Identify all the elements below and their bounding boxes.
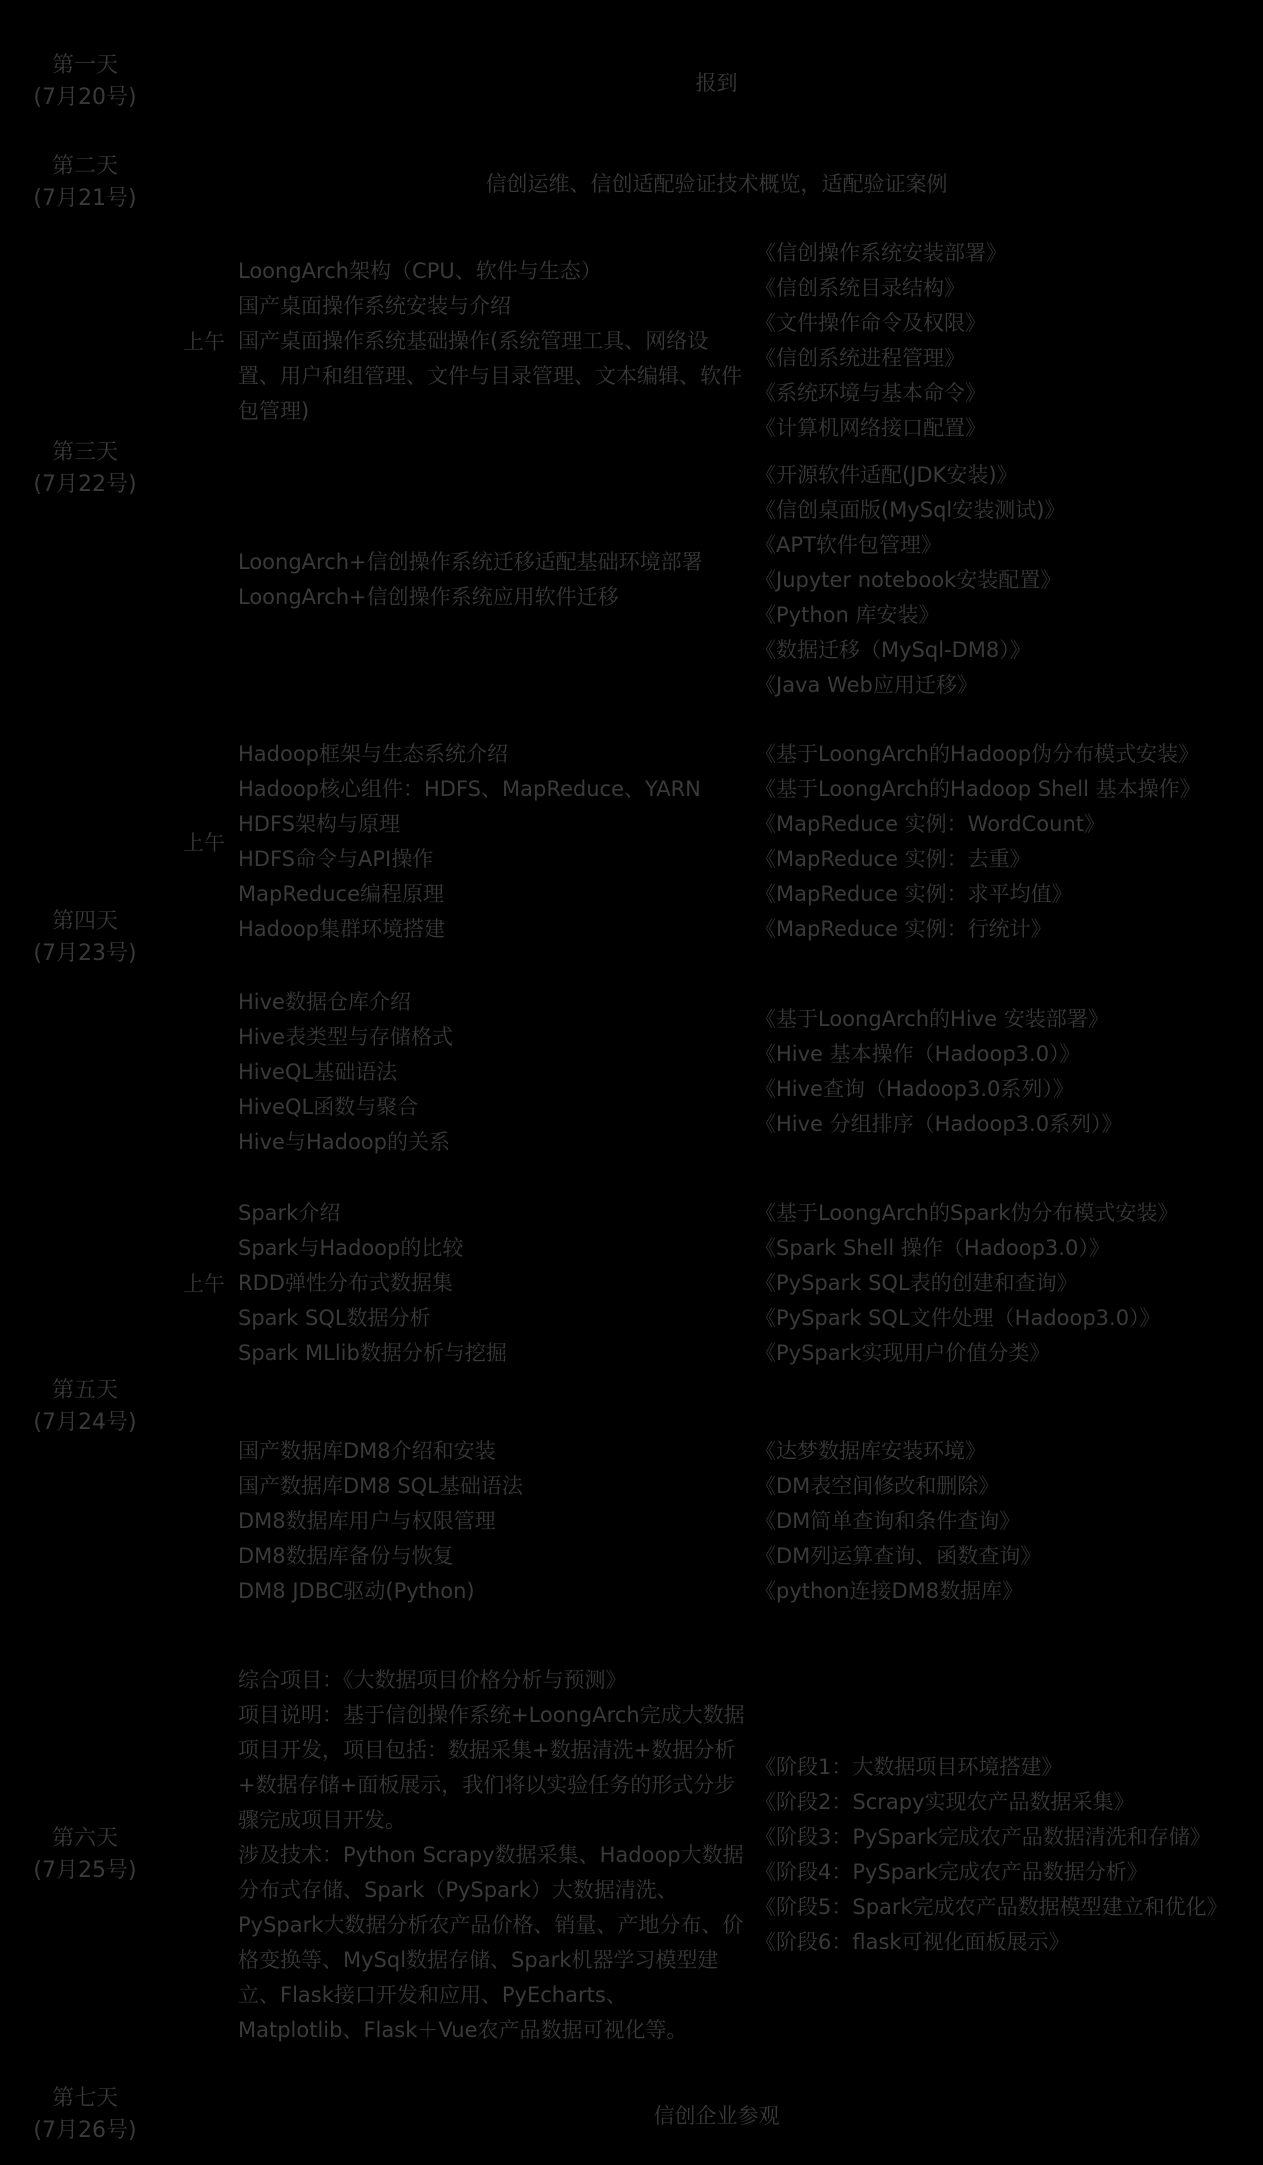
topic-item: MapReduce编程原理 [238,882,444,906]
day-row-5 [0,1168,1263,1645]
topic-item: DM8数据库用户与权限管理 [238,1509,496,1533]
lab-item: 《信创操作系统安装部署》 [755,241,1007,265]
lab-item: 《DM简单查询和条件查询》 [755,1509,1021,1533]
lab-item: 《基于LoongArch的Spark伪分布模式安装》 [755,1200,1179,1225]
time-label [170,452,238,708]
session-row-afternoon [170,976,1263,1168]
topic-item: Spark与Hadoop的比较 [238,1235,464,1260]
lab-item: 《PySpark SQL文件处理（Hadoop3.0）》 [755,1305,1161,1330]
topic-item: LoongArch+信创操作系统应用软件迁移 [238,585,619,609]
lab-item: 《基于LoongArch的Hive 安装部署》 [755,1007,1109,1031]
day-date: (7月24号) [33,1409,137,1435]
topic-item: RDD弹性分布式数据集 [238,1270,453,1295]
lab-item: 《达梦数据库安装环境》 [755,1439,986,1463]
lab-item: 《开源软件适配(JDK安装)》 [755,462,1018,487]
day-label: 第二天 [51,153,118,179]
day-label: 第六天 [51,1826,118,1851]
topic-item: 项目说明：基于信创操作系统+LoongArch完成大数据项目开发，项目包括：数据采集+数据清洗+数据分析+数据存储+面板展示，我们将以实验任务的形式分步骤完成项目开发。 [238,1702,745,1832]
lab-item: 《阶段6：flask可视化面板展示》 [755,1930,1070,1954]
time-label [170,976,238,1168]
topic-item: Spark MLlib数据分析与挖掘 [238,1340,507,1365]
day-sessions [170,1645,1263,2065]
day-row-6 [0,1645,1263,2065]
day-sessions [170,230,1263,708]
topic-item: 国产桌面操作系统安装与介绍 [238,293,511,318]
lab-item: 《阶段2：Scrapy实现农产品数据采集》 [755,1790,1135,1814]
lab-item: 《PySpark实现用户价值分类》 [755,1340,1051,1365]
topic-item: HiveQL基础语法 [238,1059,398,1084]
session-row-afternoon [170,452,1263,708]
day-cell [0,2065,170,2165]
topic-item: 国产数据库DM8介绍和安装 [238,1439,496,1463]
labs-cell [748,1168,1263,1398]
labs-cell [748,452,1263,708]
day-cell [0,1168,170,1645]
lab-item: 《信创系统目录结构》 [755,276,965,300]
lab-item: 《Spark Shell 操作（Hadoop3.0）》 [755,1235,1110,1260]
lab-item: 《阶段3：PySpark完成农产品数据清洗和存储》 [755,1825,1211,1849]
topic-item: HDFS命令与API操作 [238,847,434,871]
day-cell [0,1645,170,2065]
topics-cell [238,1645,748,2065]
day-date: (7月21号) [33,185,137,211]
lab-item: 《APT软件包管理》 [755,532,942,557]
topic-item: DM8数据库备份与恢复 [238,1544,454,1568]
topic-item: Spark SQL数据分析 [238,1305,431,1330]
day-cell [0,28,170,135]
topics-cell [238,1168,748,1398]
day-date: (7月26号) [33,2118,137,2143]
topic-item: 综合项目：《大数据项目价格分析与预测》 [238,1667,627,1692]
lab-item: 《MapReduce 实例：去重》 [755,847,1031,871]
lab-item: 《MapReduce 实例：WordCount》 [755,812,1106,836]
lab-item: 《Java Web应用迁移》 [755,672,978,697]
topics-cell [238,708,748,976]
topic-item: HiveQL函数与聚合 [238,1094,419,1119]
lab-item: 《信创桌面版(MySql安装测试)》 [755,497,1066,522]
day-row-3 [0,230,1263,708]
lab-item: 《DM列运算查询、函数查询》 [755,1544,1042,1568]
topics-cell [238,452,748,708]
day-row-1 [0,28,1263,135]
merged-activity: 信创企业参观 [653,2104,780,2128]
lab-item: 《Hive 基本操作（Hadoop3.0）》 [755,1042,1081,1066]
topics-cell [238,1398,748,1645]
lab-item: 《阶段4：PySpark完成农产品数据分析》 [755,1860,1148,1884]
day-label: 第四天 [51,909,118,934]
lab-item: 《Hive 分组排序（Hadoop3.0系列）》 [755,1112,1123,1136]
lab-item: 《基于LoongArch的Hadoop伪分布模式安装》 [755,742,1200,766]
lab-item: 《系统环境与基本命令》 [755,381,986,405]
time-label [170,1398,238,1645]
lab-item: 《计算机网络接口配置》 [755,416,986,440]
topic-item: Spark介绍 [238,1200,341,1225]
day-label: 第一天 [51,52,118,78]
lab-item: 《Python 库安装》 [755,602,940,627]
lab-item: 《MapReduce 实例：行统计》 [755,917,1052,941]
time-label: 上午 [183,330,225,354]
day-date: (7月25号) [33,1858,137,1883]
session-row-morning [170,230,1263,452]
day-row-7 [0,2065,1263,2165]
lab-item: 《Jupyter notebook安装配置》 [755,567,1062,592]
topic-item: 国产桌面操作系统基础操作(系统管理工具、网络设置、用户和组管理、文件与目录管理、文本编辑、软件包管理) [238,328,742,423]
day-cell [0,230,170,708]
lab-item: 《PySpark SQL表的创建和查询》 [755,1270,1078,1295]
lab-item: 《数据迁移（MySql-DM8）》 [755,637,1031,662]
lab-item: 《DM表空间修改和删除》 [755,1474,1000,1498]
day-date: (7月20号) [33,84,137,110]
topic-item: Hadoop集群环境搭建 [238,917,446,941]
day-date: (7月22号) [33,472,137,497]
lab-item: 《阶段1：大数据项目环境搭建》 [755,1755,1063,1779]
day-row-4 [0,708,1263,1168]
session-row-morning [170,708,1263,976]
day-label: 第五天 [51,1377,118,1403]
topic-item: 国产数据库DM8 SQL基础语法 [238,1474,523,1498]
day-date: (7月23号) [33,941,137,966]
topics-cell [238,976,748,1168]
topic-item: Hadoop核心组件：HDFS、MapReduce、YARN [238,777,701,801]
session-row-fullday [170,1645,1263,2065]
day-cell [0,708,170,1168]
labs-cell [748,708,1263,976]
labs-cell [748,1398,1263,1645]
time-label: 上午 [183,1272,225,1296]
session-row-morning [170,1168,1263,1398]
topics-cell [238,230,748,452]
topic-item: LoongArch+信创操作系统迁移适配基础环境部署 [238,550,703,574]
time-label: 上午 [183,831,225,855]
topic-item: 涉及技术：Python Scrapy数据采集、Hadoop大数据分布式存储、Spark（PySpark）大数据清洗、PySpark大数据分析农产品价格、销量、产地分布、价格变换等、MySql数据存储、Spark机器学习模型建立、Flask接口开发和应用、PyEcharts、Matplotlib、Flask＋Vue农产品数据可视化等。 [238,1842,744,2042]
lab-item: 《python连接DM8数据库》 [755,1579,1024,1603]
lab-item: 《基于LoongArch的Hadoop Shell 基本操作》 [755,777,1201,801]
day-label: 第三天 [51,440,118,465]
topic-item: DM8 JDBC驱动(Python) [238,1579,475,1603]
day-label: 第七天 [51,2086,118,2111]
lab-item: 《阶段5：Spark完成农产品数据模型建立和优化》 [755,1895,1228,1919]
merged-activity: 报到 [695,70,738,95]
labs-cell [748,976,1263,1168]
day-row-2 [0,135,1263,230]
labs-cell [748,1645,1263,2065]
topic-item: LoongArch架构（CPU、软件与生态） [238,258,602,283]
topic-item: Hadoop框架与生态系统介绍 [238,742,509,766]
lab-item: 《Hive查询（Hadoop3.0系列）》 [755,1077,1074,1101]
labs-cell [748,230,1263,452]
topic-item: Hive表类型与存储格式 [238,1024,453,1049]
merged-activity: 信创运维、信创适配验证技术概览，适配验证案例 [485,171,948,196]
time-label [170,1645,238,2065]
day-cell [0,135,170,230]
session-row-afternoon [170,1398,1263,1645]
topic-item: Hive数据仓库介绍 [238,989,411,1014]
day-sessions [170,1168,1263,1645]
lab-item: 《MapReduce 实例：求平均值》 [755,882,1073,906]
lab-item: 《信创系统进程管理》 [755,346,965,370]
day-sessions [170,708,1263,1168]
topic-item: HDFS架构与原理 [238,812,401,836]
topic-item: Hive与Hadoop的关系 [238,1129,450,1154]
lab-item: 《文件操作命令及权限》 [755,311,986,335]
